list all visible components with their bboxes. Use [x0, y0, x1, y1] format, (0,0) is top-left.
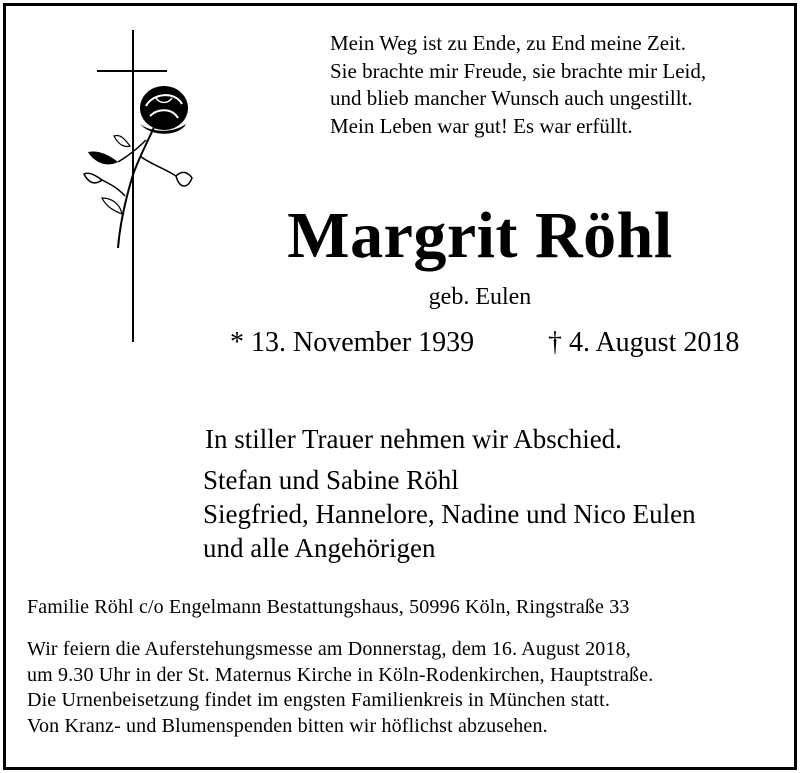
- death-date: † 4. August 2018: [548, 327, 740, 358]
- poem-line: Mein Leben war gut! Es war erfüllt.: [330, 113, 633, 138]
- mourners-list: [203, 463, 696, 565]
- service-line: Von Kranz- und Blumenspenden bitten wir höflichst abzusehen.: [27, 714, 548, 737]
- poem-line: Sie brachte mir Freude, sie brachte mir Leid,: [330, 58, 707, 83]
- service-line: Wir feiern die Auferstehungsmesse am Donnerstag, dem 16. August 2018,: [27, 638, 631, 660]
- poem-line: und blieb mancher Wunsch auch ungestillt.: [330, 86, 693, 110]
- poem: [330, 30, 770, 140]
- mourner-entry: Stefan und Sabine Röhl: [203, 465, 459, 495]
- mourning-headline: In stiller Trauer nehmen wir Abschied.: [205, 424, 622, 454]
- cross-with-rose-icon: [80, 28, 200, 348]
- service-notice: [27, 637, 653, 739]
- poem-line: Mein Weg ist zu Ende, zu End meine Zeit.: [330, 31, 686, 55]
- service-line: um 9.30 Uhr in der St. Maternus Kirche in Köln-Rodenkirchen, Hauptstraße.: [27, 663, 654, 686]
- birth-date: * 13. November 1939: [230, 327, 475, 358]
- born-name: geb. Eulen: [428, 284, 532, 310]
- contact-address: Familie Röhl c/o Engelmann Bestattungshaus, 50996 Köln, Ringstraße 33: [27, 596, 630, 618]
- mourner-entry: und alle Angehörigen: [203, 533, 436, 563]
- service-line: Die Urnenbeisetzung findet im engsten Familienkreis in München statt.: [27, 689, 610, 711]
- mourner-entry: Siegfried, Hannelore, Nadine und Nico Eulen: [203, 499, 696, 529]
- deceased-name: Margrit Röhl: [287, 199, 673, 272]
